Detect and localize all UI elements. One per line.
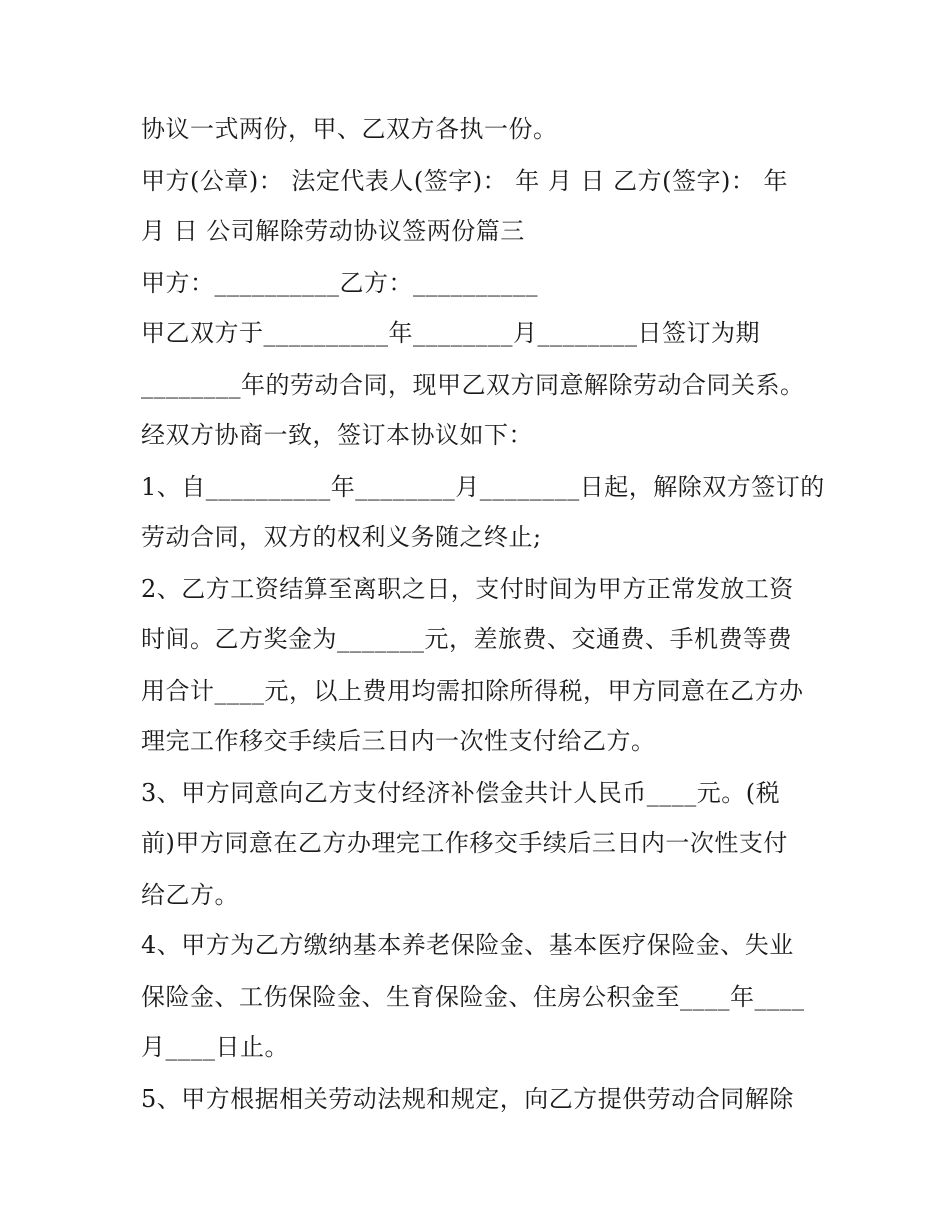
text-line: 理完工作移交手续后三日内一次性支付给乙方。 bbox=[141, 727, 656, 755]
text-line: 用合计____元，以上费用均需扣除所得税，甲方同意在乙方办 bbox=[141, 677, 804, 705]
text-line: 3、甲方同意向乙方支付经济补偿金共计人民币____元。(税 bbox=[141, 779, 781, 807]
text-line: 时间。乙方奖金为_______元，差旅费、交通费、手机费等费 bbox=[141, 625, 792, 653]
text-line: 保险金、工伤保险金、生育保险金、住房公积金至____年____ bbox=[141, 983, 805, 1011]
text-line: 甲乙双方于__________年________月________日签订为期 bbox=[141, 319, 760, 347]
text-line: 2、乙方工资结算至离职之日，支付时间为甲方正常发放工资 bbox=[141, 575, 794, 603]
text-line: 1、自__________年________月________日起，解除双方签订的 bbox=[141, 473, 825, 501]
text-line: 月____日止。 bbox=[141, 1033, 289, 1061]
text-line: 经双方协商一致，签订本协议如下： bbox=[141, 421, 533, 449]
text-line: 协议一式两份，甲、乙双方各执一份。 bbox=[141, 115, 558, 143]
text-line: 甲方(公章)： 法定代表人(签字)： 年 月 日 乙方(签字)： 年 bbox=[141, 167, 788, 195]
text-line: 甲方：__________乙方：__________ bbox=[141, 269, 538, 297]
text-line: 5、甲方根据相关劳动法规和规定，向乙方提供劳动合同解除 bbox=[141, 1085, 794, 1113]
text-line: 月 日 公司解除劳动协议签两份篇三 bbox=[141, 217, 525, 245]
text-line: 前)甲方同意在乙方办理完工作移交手续后三日内一次性支付 bbox=[141, 829, 788, 857]
text-line: 劳动合同，双方的权利义务随之终止; bbox=[141, 523, 542, 551]
text-line: 4、甲方为乙方缴纳基本养老保险金、基本医疗保险金、失业 bbox=[141, 931, 794, 959]
text-line: 给乙方。 bbox=[141, 881, 239, 909]
text-line: ________年的劳动合同，现甲乙双方同意解除劳动合同关系。 bbox=[141, 371, 805, 399]
